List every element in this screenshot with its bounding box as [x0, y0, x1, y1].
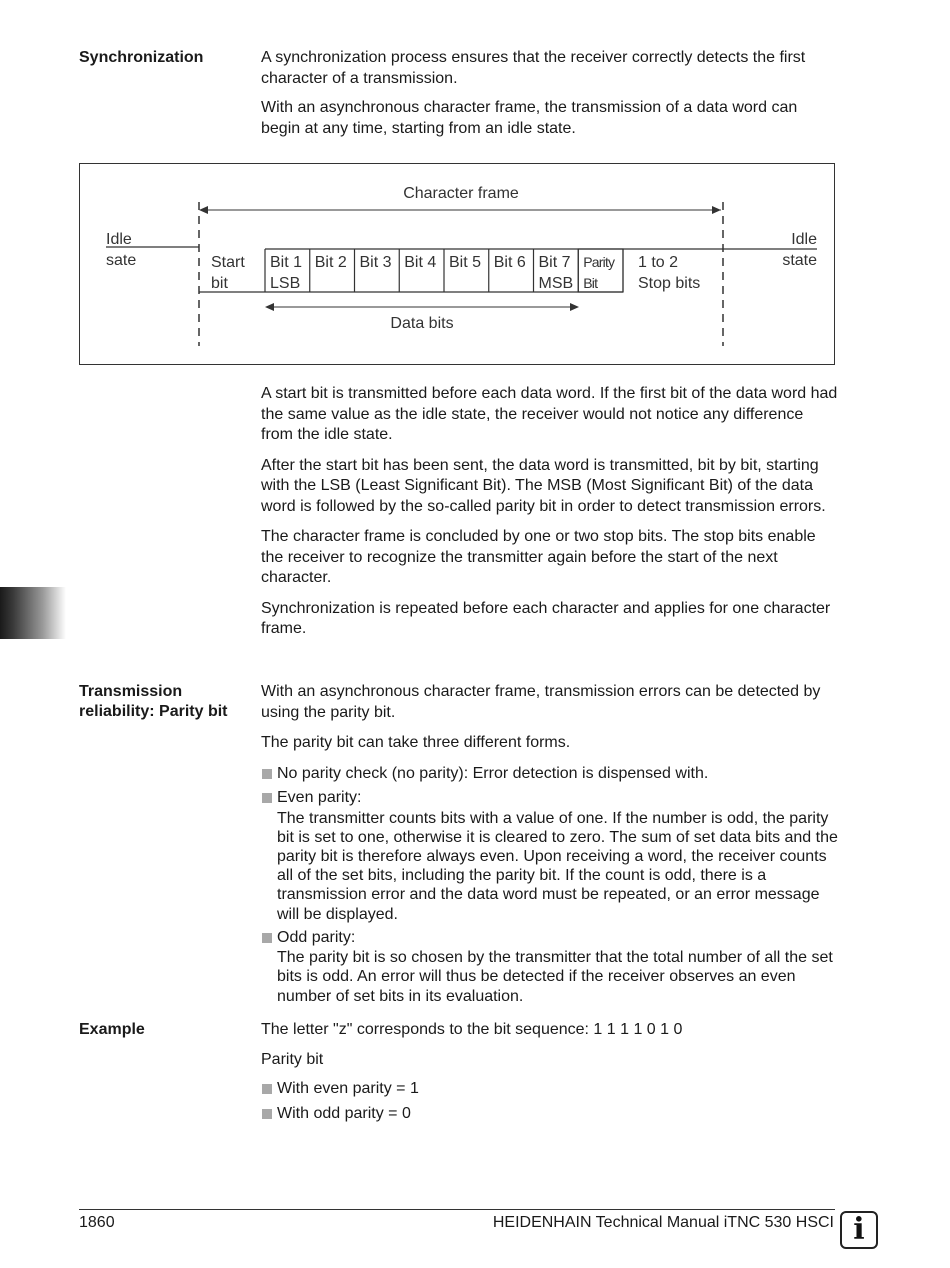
chapter-tab-marker — [0, 587, 66, 639]
parity-list — [261, 764, 839, 1006]
bullet-square-icon — [262, 1109, 272, 1119]
bit-cell-label: Bit 2 — [314, 254, 347, 271]
example-section — [261, 1020, 839, 1124]
bit-cell-label: Bit 4 — [404, 254, 437, 271]
sync-intro — [261, 48, 839, 139]
bit-cell-label: Bit 1 — [270, 254, 303, 271]
bullet-square-icon — [262, 933, 272, 943]
paragraph: With an asynchronous character frame, transmission errors can be detected by using the parity bit. — [261, 683, 821, 721]
bit-cell-label: LSB — [270, 275, 301, 292]
list-item: Odd parity: The parity bit is so chosen by the transmitter that the total number of all the set bits is odd. An error will thus be detected if the receiver observes an even number of set bits in its evaluation. — [261, 928, 839, 1006]
bit-cell-label: Bit — [583, 275, 598, 291]
example-heading: Example — [79, 1021, 145, 1038]
paragraph: A start bit is transmitted before each data word. If the first bit of the data word had the same value as the idle state, the receiver would not notice any difference from the idle state. — [261, 385, 838, 443]
idle-left-line1: Idle — [106, 231, 132, 248]
list-item: No parity check (no parity): Error detection is dispensed with. — [261, 764, 839, 785]
info-icon[interactable]: i — [840, 1211, 878, 1249]
stop-bits-line1: 1 to 2 — [638, 254, 679, 271]
bullet-square-icon — [262, 769, 272, 779]
bit-cell-label: Bit 5 — [449, 254, 482, 271]
paragraph: Parity bit — [261, 1050, 324, 1068]
bit-cell-label: Bit 7 — [538, 254, 571, 271]
character-frame-label: Character frame — [403, 185, 519, 202]
bullet-square-icon — [262, 793, 272, 803]
manual-title: HEIDENHAIN Technical Manual iTNC 530 HSCI — [492, 1214, 834, 1231]
paragraph: With an asynchronous character frame, the transmission of a data word can begin at any time, starting from an idle state. — [261, 99, 798, 137]
idle-right-line2: state — [782, 252, 817, 269]
page-number: 1860 — [79, 1214, 115, 1231]
idle-left-line2: sate — [106, 252, 137, 269]
footer-rule — [79, 1209, 835, 1210]
parity-heading: Transmission reliability: Parity bit — [79, 683, 228, 720]
idle-right-line1: Idle — [791, 231, 817, 248]
stop-bits-line2: Stop bits — [638, 275, 701, 292]
start-bit-line2: bit — [211, 275, 228, 292]
paragraph: The character frame is concluded by one or two stop bits. The stop bits enable the receiver to recognize the transmitter again before the start of the next character. — [261, 528, 816, 586]
sync-heading: Synchronization — [79, 49, 204, 66]
paragraph: After the start bit has been sent, the data word is transmitted, bit by bit, starting with the LSB (Least Significant Bit). The MSB (Most Significant Bit) of the data word is followed by the so-called parity bit in order to detect transmission errors. — [261, 456, 826, 515]
paragraph: The parity bit can take three different forms. — [261, 734, 571, 751]
paragraph: A synchronization process ensures that the receiver correctly detects the first character of a transmission. — [261, 49, 806, 87]
sync-details — [261, 384, 839, 640]
example-list — [261, 1079, 839, 1124]
bit-cell-label: MSB — [538, 275, 574, 292]
arrow-left — [199, 206, 208, 214]
list-item: With even parity = 1 — [261, 1079, 839, 1100]
data-bits-label: Data bits — [390, 315, 454, 332]
start-bit-line1: Start — [211, 254, 245, 271]
parity-section — [261, 682, 839, 1006]
paragraph: The letter "z" corresponds to the bit sequence: 1 1 1 1 0 1 0 — [261, 1021, 683, 1038]
bit-cell-label: Parity — [583, 254, 615, 270]
list-item: With odd parity = 0 — [261, 1104, 839, 1125]
arrow-right — [712, 206, 721, 214]
bullet-square-icon — [262, 1084, 272, 1094]
bit-cell-label: Bit 6 — [493, 254, 526, 271]
character-frame-diagram — [79, 163, 835, 365]
paragraph: Synchronization is repeated before each character and applies for one character frame. — [261, 599, 831, 637]
bit-cell-label: Bit 3 — [359, 254, 392, 271]
list-item: Even parity: The transmitter counts bits with a value of one. If the number is odd, the parity bit is set to one, otherwise it is cleared to zero. The sum of set data bits and the parity bit is therefore always even. Upon receiving a word, the receiver counts all of the set bits, including the parity bit. If the count is odd, there is a transmission error and the data word must be repeated, or an error message will be displayed. — [261, 788, 839, 924]
